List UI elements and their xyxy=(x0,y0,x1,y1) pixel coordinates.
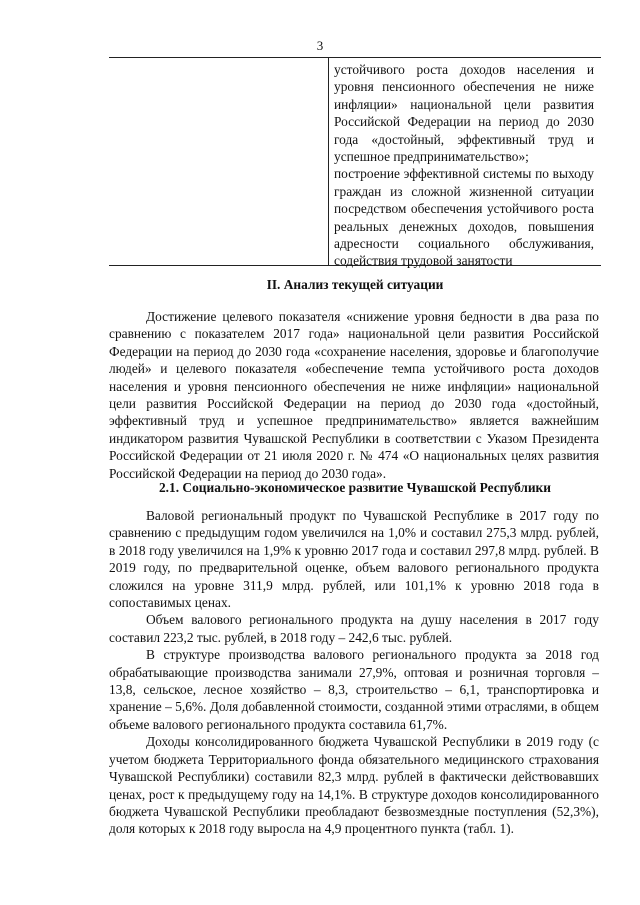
section-ii-title: II. Анализ текущей ситуации xyxy=(266,277,444,292)
body-paragraph: Доходы консолидированного бюджета Чувашской Республики в 2019 году (с учетом бюджета Территориального фонда обязательного медицинского страхования Чувашской Республики) составили 82,3 млрд. рублей в фактически действовавших ценах, рост к предыдущему году на 14,1%. В структуре доходов консолидированного бюджета Чувашской Республики преобладают безвозмездные поступления (52,3%), доля которых к 2018 году выросла на 4,9 процентного пункта (табл. 1). xyxy=(109,734,599,837)
body-paragraph: Объем валового регионального продукта на душу населения в 2017 году составил 223,2 тыс. рублей, в 2018 году – 242,6 тыс. рублей. xyxy=(109,612,599,645)
section-ii-body xyxy=(109,308,599,482)
section-2-1-title: 2.1. Социально-экономическое развитие Чувашской Республики xyxy=(158,480,551,495)
table-column-divider xyxy=(328,58,329,265)
section-2-1-body xyxy=(109,507,599,838)
table-cell-paragraph: устойчивого роста доходов населения и уровня пенсионного обеспечения не ниже инфляции» национальной цели развития Российской Федерации на период до 2030 года «достойный, эффективный труд и успешное предпринимательство»; xyxy=(334,62,594,165)
body-paragraph: Валовой региональный продукт по Чувашской Республике в 2017 году по сравнению с предыдущим годом увеличился на 1,0% и составил 275,3 млрд. рублей, в 2018 году увеличился на 1,9% к уровню 2017 года и составил 297,8 млрд. рублей. В 2019 году, по предварительной оценке, объем валового регионального продукта сложился на уровне 311,9 млрд. рублей, или 101,1% к уровню 2018 года в сопоставимых ценах. xyxy=(109,508,599,611)
body-paragraph: В структуре производства валового регионального продукта за 2018 год обрабатывающие производства занимали 27,9%, оптовая и розничная торговля – 13,8, сельское, лесное хозяйство – 8,3, строительство – 6,1, транспортировка и хранение – 5,6%. Доля добавленной стоимости, созданной этими отраслями, в общем объеме валового регионального продукта составила 61,7%. xyxy=(109,647,599,732)
table-right-cell xyxy=(334,61,594,270)
table-fragment xyxy=(109,57,601,269)
body-paragraph: Достижение целевого показателя «снижение уровня бедности в два раза по сравнению с показателем 2017 года» национальной цели развития Российской Федерации на период до 2030 года «сохранение населения, здоровье и благополучие людей» и целевого показателя «обеспечение темпа устойчивого роста доходов населения и уровня пенсионного обеспечения не ниже инфляции» национальной цели развития Российской Федерации на период до 2030 года «достойный, эффективный труд и успешное предпринимательство» является важнейшим индикатором развития Чувашской Республики в соответствии с Указом Президента Российской Федерации от 21 июля 2020 г. № 474 «О национальных целях развития Российской Федерации на период до 2030 года». xyxy=(109,309,599,481)
page-number: 3 xyxy=(316,38,324,53)
table-cell-paragraph: построение эффективной системы по выходу граждан из сложной жизненной ситуации посредством обеспечения устойчивого роста реальных денежных доходов, повышения адресности социального обслуживания, содействия трудовой занятости xyxy=(334,166,594,269)
